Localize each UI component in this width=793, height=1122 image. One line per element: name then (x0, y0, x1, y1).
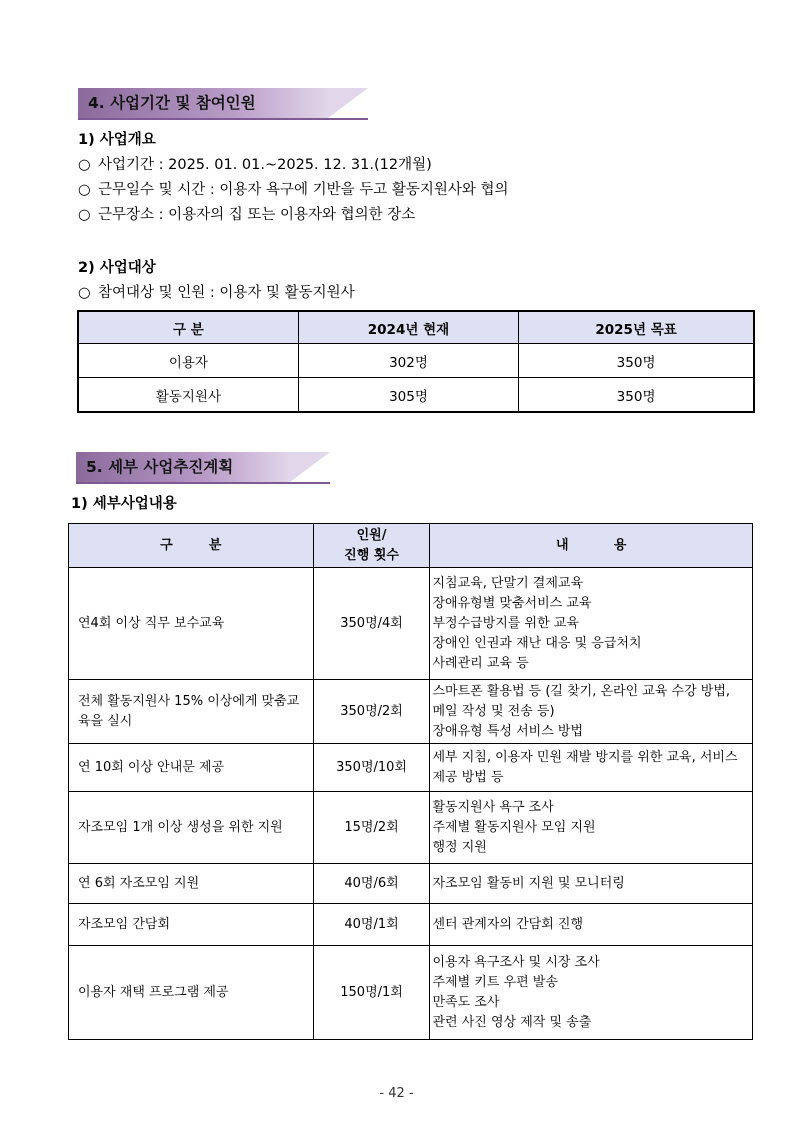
table-cell: 150명/1회 (313, 946, 430, 1040)
table-cell: 지침교육, 단말기 결제교육 장애유형별 맞춤서비스 교육 부정수급방지를 위한 교육 장애인 인권과 재난 대응 및 응급처치 사례관리 교육 등 (430, 568, 753, 680)
table-header-row (69, 524, 753, 568)
table-row (78, 378, 754, 413)
table-cell: 자조모임 활동비 지원 및 모니터링 (430, 864, 753, 904)
table-cell: 이용자 욕구조사 및 시장 조사 주제별 키트 우편 발송 만족도 조사 관련 사진 영상 제작 및 송출 (430, 946, 753, 1040)
table-cell: 302명 (298, 344, 518, 378)
table-row (69, 946, 753, 1040)
table-row (69, 680, 753, 744)
table-cell: 이용자 재택 프로그램 제공 (69, 946, 314, 1040)
table-cell: 연 6회 자조모임 지원 (69, 864, 314, 904)
table-header-cell: 인원/ 진행 횟수 (313, 524, 430, 568)
table-cell: 40명/6회 (313, 864, 430, 904)
bullet-symbol: ○ (78, 157, 91, 173)
table-cell: 센터 관계자의 간담회 진행 (430, 904, 753, 946)
section-title: 4. 사업기간 및 참여인원 (88, 94, 256, 112)
section-title: 5. 세부 사업추진계획 (86, 458, 234, 476)
table-row (69, 568, 753, 680)
table-cell: 350명 (519, 378, 754, 413)
bullet-symbol: ○ (78, 207, 91, 223)
table-header-cell: 내 용 (430, 524, 753, 568)
table-header-cell: 구 분 (78, 311, 298, 344)
table-row (69, 904, 753, 946)
table-cell: 자조모임 1개 이상 생성을 위한 지원 (69, 792, 314, 864)
bullet-line: ○ 근무일수 및 시간 : 이용자 욕구에 기반을 두고 활동지원사와 협의 (78, 182, 509, 198)
table-cell: 연4회 이상 직무 보수교육 (69, 568, 314, 680)
table-cell: 활동지원사 (78, 378, 298, 413)
table-cell: 스마트폰 활용법 등 (길 찾기, 온라인 교육 수강 방법, 메일 작성 및 전송 등) 장애유형 특성 서비스 방법 (430, 680, 753, 744)
bullet-symbol: ○ (78, 182, 91, 198)
table-cell: 350명/10회 (313, 744, 430, 792)
bullet-line: ○ 참여대상 및 인원 : 이용자 및 활동지원사 (78, 285, 355, 301)
table-cell: 연 10회 이상 안내문 제공 (69, 744, 314, 792)
table-header-cell: 2024년 현재 (298, 311, 518, 344)
bullet-line: ○ 근무장소 : 이용자의 집 또는 이용자와 협의한 장소 (78, 207, 416, 223)
table-cell: 350명/4회 (313, 568, 430, 680)
table-cell: 305명 (298, 378, 518, 413)
table-cell: 40명/1회 (313, 904, 430, 946)
table-header-row (78, 311, 754, 344)
subheading-detail: 1) 세부사업내용 (71, 496, 177, 512)
table-row (69, 744, 753, 792)
table-cell: 자조모임 간담회 (69, 904, 314, 946)
table-cell: 15명/2회 (313, 792, 430, 864)
table-cell: 활동지원사 욕구 조사 주제별 활동지원사 모임 지원 행정 지원 (430, 792, 753, 864)
subheading-target: 2) 사업대상 (78, 260, 156, 276)
table-cell: 350명 (519, 344, 754, 378)
bullet-line: ○ 사업기간 : 2025. 01. 01.~2025. 12. 31.(12개월) (78, 157, 432, 173)
table-cell: 350명/2회 (313, 680, 430, 744)
section-header-4 (78, 88, 368, 118)
table-cell: 세부 지침, 이용자 민원 재발 방지를 위한 교육, 서비스 제공 방법 등 (430, 744, 753, 792)
table-row (69, 864, 753, 904)
table-header-cell: 구 분 (69, 524, 314, 568)
table-header-cell: 2025년 목표 (519, 311, 754, 344)
bullet-symbol: ○ (78, 285, 91, 301)
table-row (78, 344, 754, 378)
section-header-5 (76, 452, 330, 482)
table-cell: 전체 활동지원사 15% 이상에게 맞춤교육을 실시 (69, 680, 314, 744)
participants-table (77, 310, 755, 413)
subheading-overview: 1) 사업개요 (78, 132, 156, 148)
page-number: - 42 - (379, 1086, 414, 1101)
table-cell: 이용자 (78, 344, 298, 378)
detail-plan-table (68, 523, 753, 1040)
table-row (69, 792, 753, 864)
